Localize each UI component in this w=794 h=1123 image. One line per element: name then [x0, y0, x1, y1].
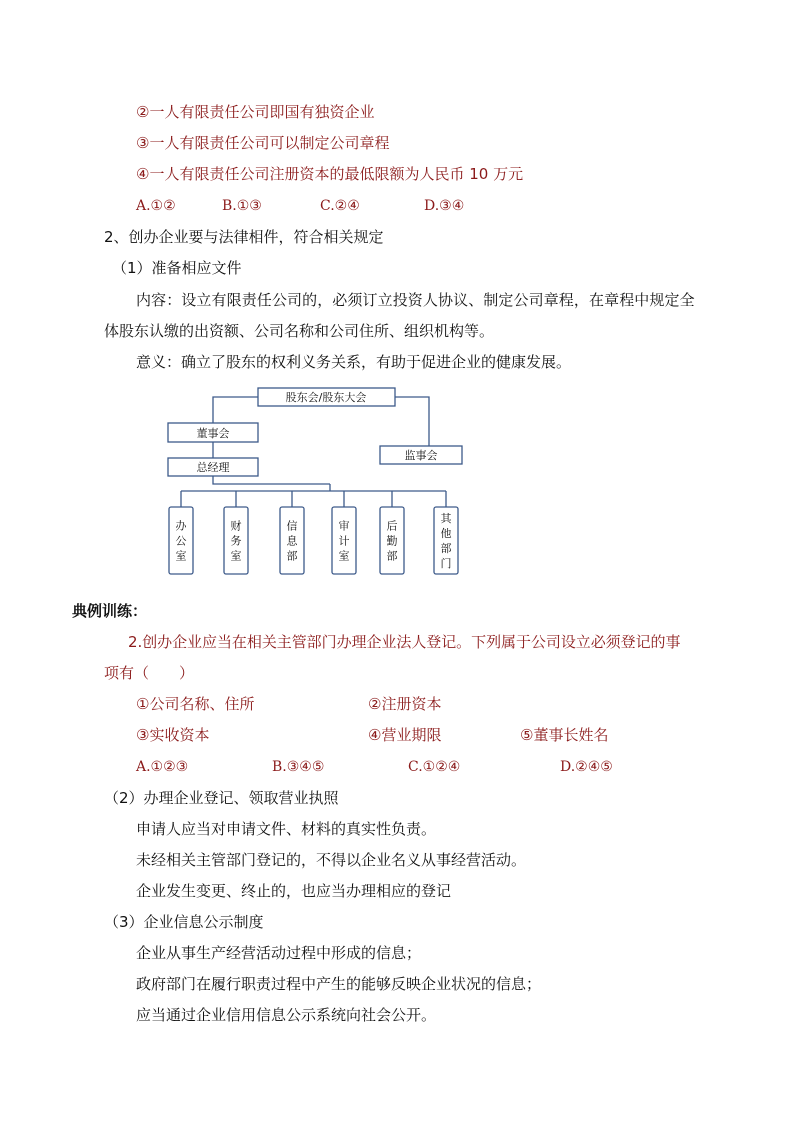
dept-label-6: 其他部门 — [440, 512, 452, 570]
example-option-c: C.①②④ — [408, 759, 461, 775]
example-question-line-2: 项有（ ） — [104, 664, 195, 682]
dept-label-5: 后勤部 — [386, 519, 398, 563]
dept-label-3: 信息部 — [286, 519, 298, 563]
example-item-5: ⑤董事长姓名 — [520, 726, 609, 744]
example-option-b: B.③④⑤ — [272, 759, 325, 775]
box-board-label: 董事会 — [196, 427, 230, 440]
sub3-line-1: 企业从事生产经营活动过程中形成的信息； — [136, 944, 422, 962]
box-shareholders-label: 股东会/股东大会 — [285, 391, 367, 404]
example-option-a: A.①②③ — [136, 759, 189, 775]
example-item-1: ①公司名称、住所 — [136, 695, 255, 713]
box-general-manager-label: 总经理 — [196, 461, 230, 474]
dept-label-4: 审计室 — [338, 519, 350, 563]
sub3-line-3: 应当通过企业信用信息公示系统向社会公开。 — [136, 1006, 437, 1024]
subsection-1-heading: （1）准备相应文件 — [112, 259, 242, 277]
q1-option-b: B.①③ — [222, 198, 262, 214]
q1-option-c: C.②④ — [320, 198, 360, 214]
q1-option-d: D.③④ — [424, 198, 465, 214]
dept-label-2: 财务室 — [230, 519, 242, 563]
sub2-line-2: 未经相关主管部门登记的，不得以企业名义从事经营活动。 — [136, 851, 527, 869]
statement-3: ③一人有限责任公司可以制定公司章程 — [136, 134, 390, 152]
content-line-2: 体股东认缴的出资额、公司名称和公司住所、组织机构等。 — [104, 322, 495, 340]
example-item-2: ②注册资本 — [368, 695, 442, 713]
sub2-line-1: 申请人应当对申请文件、材料的真实性负责。 — [136, 820, 437, 838]
statement-2: ②一人有限责任公司即国有独资企业 — [136, 103, 375, 121]
q1-option-a: A.①② — [136, 198, 176, 214]
meaning-line: 意义：确立了股东的权利义务关系，有助于促进企业的健康发展。 — [136, 353, 572, 371]
example-item-4: ④营业期限 — [368, 726, 442, 744]
connector-gm-bus — [213, 476, 330, 484]
example-item-3: ③实收资本 — [136, 726, 210, 744]
connector-top-board — [213, 397, 258, 423]
dept-label-1: 办公室 — [175, 519, 187, 563]
sub3-line-2: 政府部门在履行职责过程中产生的能够反映企业状况的信息； — [136, 975, 542, 993]
subsection-2-heading: （2）办理企业登记、领取营业执照 — [104, 789, 339, 807]
content-line-1: 内容：设立有限责任公司的，必须订立投资人协议、制定公司章程，在章程中规定全 — [136, 291, 695, 309]
statement-4: ④一人有限责任公司注册资本的最低限额为人民币 10 万元 — [136, 165, 524, 183]
box-supervisors-label: 监事会 — [404, 449, 438, 462]
sub2-line-3: 企业发生变更、终止的，也应当办理相应的登记 — [136, 882, 452, 900]
example-question-line-1: 2.创办企业应当在相关主管部门办理企业法人登记。下列属于公司设立必须登记的事 — [128, 633, 681, 651]
example-title: 典例训练： — [72, 602, 148, 620]
subsection-3-heading: （3）企业信息公示制度 — [104, 913, 264, 931]
example-option-d: D.②④⑤ — [560, 759, 613, 775]
section-heading: 2、创办企业要与法律相件，符合相关规定 — [104, 228, 384, 246]
connector-top-supervisors — [395, 397, 429, 446]
department-boxes — [169, 507, 458, 574]
